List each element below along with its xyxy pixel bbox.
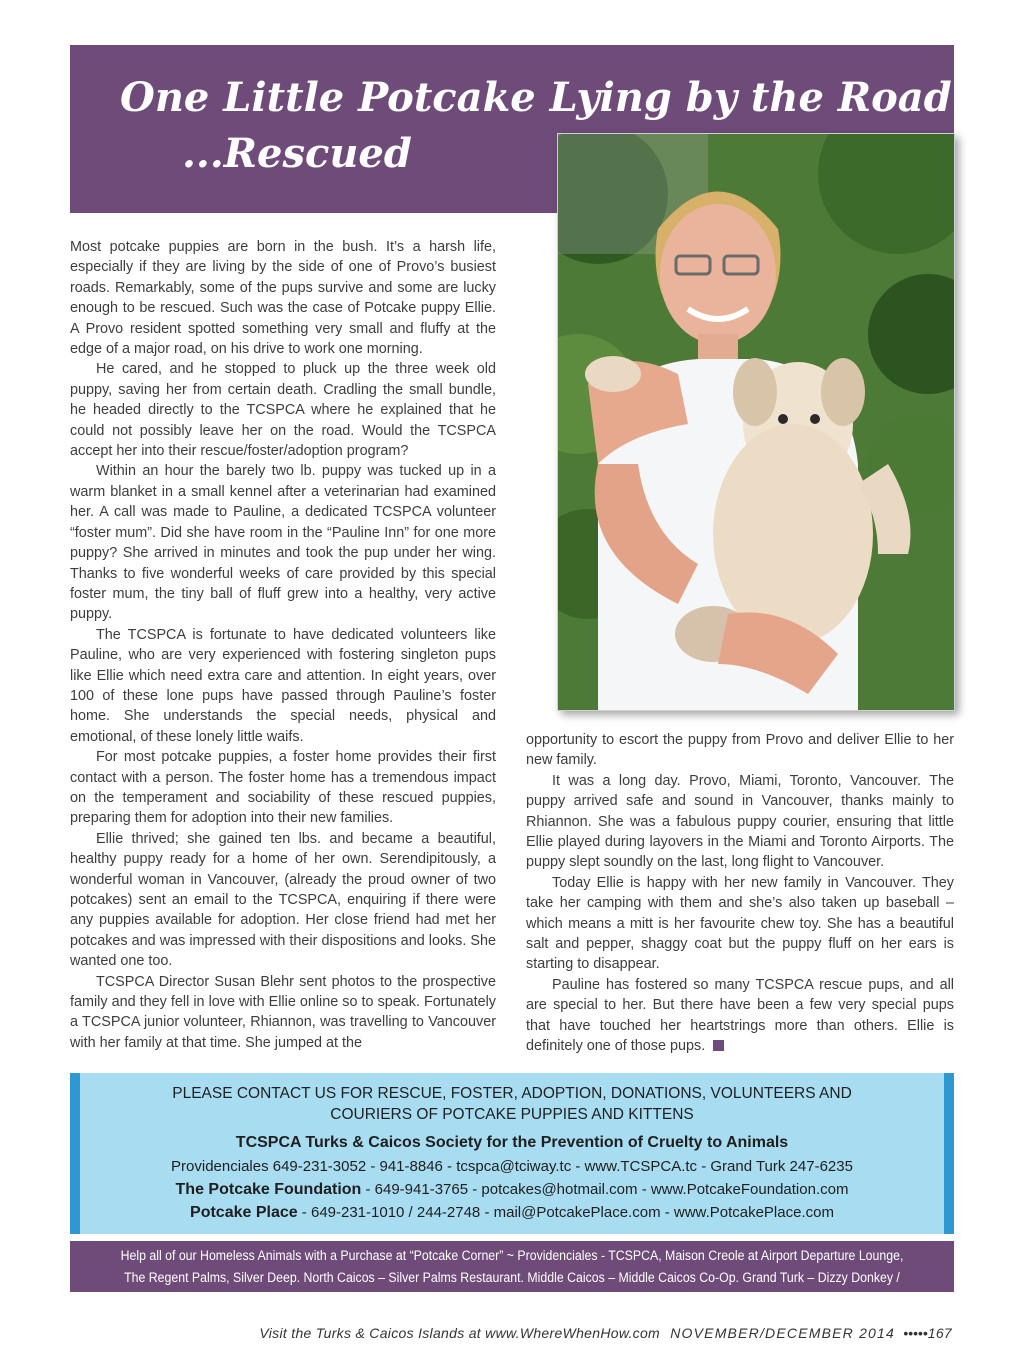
last-paragraph <box>526 975 954 1057</box>
end-of-article-mark <box>713 1040 724 1051</box>
page-number: 167 <box>927 1325 952 1341</box>
paragraph: For most potcake puppies, a foster home provides their first contact with a person. The foster home has a tremendous impact on the temperament and sociability of these rescued puppies, preparing them for adoption into their new families. <box>70 749 496 827</box>
paragraph: opportunity to escort the puppy from Provo and deliver Ellie to her new family. <box>526 732 954 769</box>
place-name: Potcake Place <box>190 1204 298 1221</box>
footer-dots: ••••• <box>903 1325 928 1341</box>
tcspca-org-name: TCSPCA Turks & Caicos Society for the Prevention of Cruelty to Animals <box>235 1134 789 1151</box>
tcspca-contact-line: Providenciales 649-231-3052 - 941-8846 - tcspca@tciway.tc - www.TCSPCA.tc - Grand Turk 247-6235 <box>171 1158 853 1175</box>
page-footer <box>259 1325 952 1341</box>
paragraph: Ellie thrived; she gained ten lbs. and became a beautiful, healthy puppy ready for a home of her own. Serendipitously, a wonderful woman in Vancouver, (already the proud owner of two potcakes) sent an email to the TCSPCA, enquiring if there were any puppies available for adoption. Her close friend had met her potcakes and was impressed with their dispositions and looks. She wanted one too. <box>70 830 496 970</box>
article-left-column <box>70 237 496 1053</box>
foundation-name: The Potcake Foundation <box>175 1181 362 1198</box>
promo-line-1: Help all of our Homeless Animals with a Purchase at “Potcake Corner” ~ Providenciales - TCSPCA, Maison Creole at Airport Departure Lounge, <box>120 1248 904 1263</box>
foundation-details: - 649-941-3765 - potcakes@hotmail.com - www.PotcakeFoundation.com <box>361 1181 849 1198</box>
paragraph: Most potcake puppies are born in the bush. It’s a harsh life, especially if they are living by the side of one of Provo’s busiest roads. Remarkably, some of the pups survive and some are lucky enough to be rescued. Such was the case of Potcake puppy Ellie. A Provo resident spotted something very small and fluffy at the edge of a major road, on his drive to work one morning. <box>70 239 496 358</box>
paragraph: It was a long day. Provo, Miami, Toronto, Vancouver. The puppy arrived safe and sound in Vancouver, thanks mainly to Rhiannon. She was a fabulous puppy courier, ensuring that little Ellie played during layovers in the Miami and Toronto Airports. The puppy slept soundly on the last, long flight to Vancouver. <box>526 772 954 871</box>
potcake-place-line <box>70 1201 954 1224</box>
promo-line-2: The Regent Palms, Silver Deep. North Caicos – Silver Palms Restaurant. Middle Caicos – Middle Caicos Co-Op. Grand Turk – Dizzy Donkey / Cruise Centre. <box>124 1270 900 1307</box>
contact-heading-line-1: PLEASE CONTACT US FOR RESCUE, FOSTER, ADOPTION, DONATIONS, VOLUNTEERS AND <box>172 1085 852 1102</box>
paragraph: He cared, and he stopped to pluck up the three week old puppy, saving her from certain death. Cradling the small bundle, he headed directly to the TCSPCA where he explained that he could not possibly leave her on the road. Would the TCSPCA accept her into their rescue/foster/adoption program? <box>70 361 496 460</box>
title-line-2: ...Rescued <box>182 130 412 177</box>
paragraph: Today Ellie is happy with her new family in Vancouver. They take her camping with them and she’s also taken up baseball – which means a mitt is her favourite chew toy. She has a beautiful salt and pepper, shaggy coat but the puppy fluff on her ears is starting to disappear. <box>526 874 954 973</box>
potcake-foundation-line <box>70 1178 954 1201</box>
footer-issue-date: NOVEMBER/DECEMBER 2014 <box>670 1325 896 1341</box>
contact-heading-line-2: COURIERS OF POTCAKE PUPPIES AND KITTENS <box>330 1106 694 1123</box>
contact-box <box>70 1073 954 1234</box>
footer-visit-text: Visit the Turks & Caicos Islands at www.WhereWhenHow.com <box>259 1325 661 1341</box>
title-line-1: One Little Potcake Lying by the Road <box>120 74 952 121</box>
paragraph: Within an hour the barely two lb. puppy was tucked up in a warm blanket in a small kennel after a veterinarian had examined her. A call was made to Pauline, a dedicated TCSPCA volunteer “foster mum”. Did she have room in the “Pauline Inn” for one more puppy? She arrived in minutes and took the pup under her wing. Thanks to five wonderful weeks of care provided by this special foster mum, the tiny ball of fluff grew into a healthy, very active puppy. <box>70 463 496 623</box>
article-right-column <box>526 730 954 1057</box>
article-photo <box>557 133 955 711</box>
place-details: - 649-231-1010 / 244-2748 - mail@PotcakePlace.com - www.PotcakePlace.com <box>297 1204 834 1221</box>
woman-holding-puppy-photo <box>558 134 954 710</box>
contact-text <box>70 1083 954 1224</box>
paragraph: TCSPCA Director Susan Blehr sent photos to the prospective family and they fell in love with Ellie online so to speak. Fortunately a TCSPCA junior volunteer, Rhiannon, was travelling to Vancouver with her family at that time. She jumped at the <box>70 973 496 1051</box>
paragraph: The TCSPCA is fortunate to have dedicated volunteers like Pauline, who are very experienced with fostering singleton pups like Ellie which need extra care and attention. In eight years, over 100 of these lone pups have passed through Pauline’s foster home. She understands the special needs, physical and emotional, of these lonely little waifs. <box>70 626 496 745</box>
paragraph-text: Pauline has fostered so many TCSPCA rescue pups, and all are special to her. But there have been a few very special pups that have touched her heartstrings more than others. Ellie is definitely one of those pups. <box>526 976 954 1055</box>
promo-text <box>105 1245 918 1311</box>
